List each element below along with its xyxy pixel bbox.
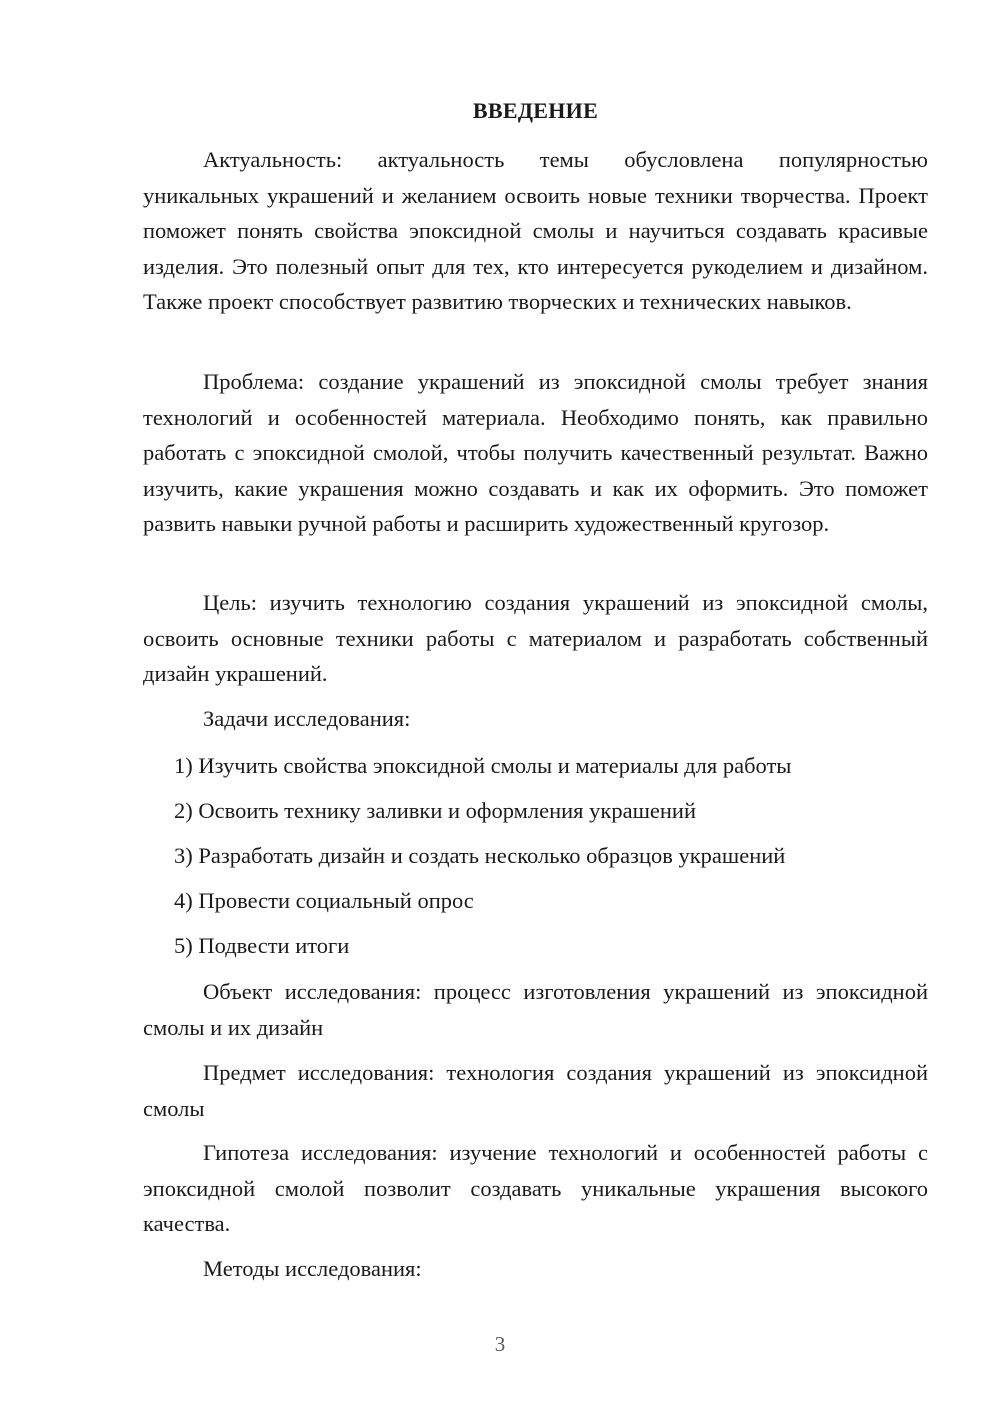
methods-heading: Методы исследования: [203, 1256, 422, 1281]
relevance-paragraph: Актуальность: актуальность темы обусловлена популярностью уникальных украшений и желанием освоить новые техники творчества. Проект поможет понять свойства эпоксидной смолы и научиться создавать красивые изделия. Это полезный опыт для тех, кто интересуется рукоделием и дизайном. Также проект способствует развитию творческих и технических навыков. [143, 147, 928, 315]
task-item-4: 4) Провести социальный опрос [174, 888, 474, 913]
task-item-1: 1) Изучить свойства эпоксидной смолы и материалы для работы [174, 753, 792, 778]
task-item-3: 3) Разработать дизайн и создать несколько образцов украшений [174, 843, 786, 868]
tasks-heading: Задачи исследования: [203, 706, 411, 731]
hypothesis-paragraph: Гипотеза исследования: изучение технологий и особенностей работы с эпоксидной смолой позволит создавать уникальные украшения высокого качества. [143, 1140, 928, 1237]
object-paragraph: Объект исследования: процесс изготовления украшений из эпоксидной смолы и их дизайн [143, 979, 928, 1040]
task-item-5: 5) Подвести итоги [174, 933, 350, 958]
task-item-2: 2) Освоить технику заливки и оформления украшений [174, 798, 697, 823]
page-title: ВВЕДЕНИЕ [472, 98, 599, 123]
goal-paragraph: Цель: изучить технологию создания украшений из эпоксидной смолы, освоить основные техники работы с материалом и разработать собственный дизайн украшений. [143, 590, 928, 687]
page-number: 3 [494, 1332, 506, 1356]
subject-paragraph: Предмет исследования: технология создания украшений из эпоксидной смолы [143, 1060, 928, 1121]
problem-paragraph: Проблема: создание украшений из эпоксидной смолы требует знания технологий и особенностей материала. Необходимо понять, как правильно работать с эпоксидной смолой, чтобы получить качественный результат. Важно изучить, какие украшения можно создавать и как их оформить. Это поможет развить навыки ручной работы и расширить художественный кругозор. [143, 369, 928, 537]
